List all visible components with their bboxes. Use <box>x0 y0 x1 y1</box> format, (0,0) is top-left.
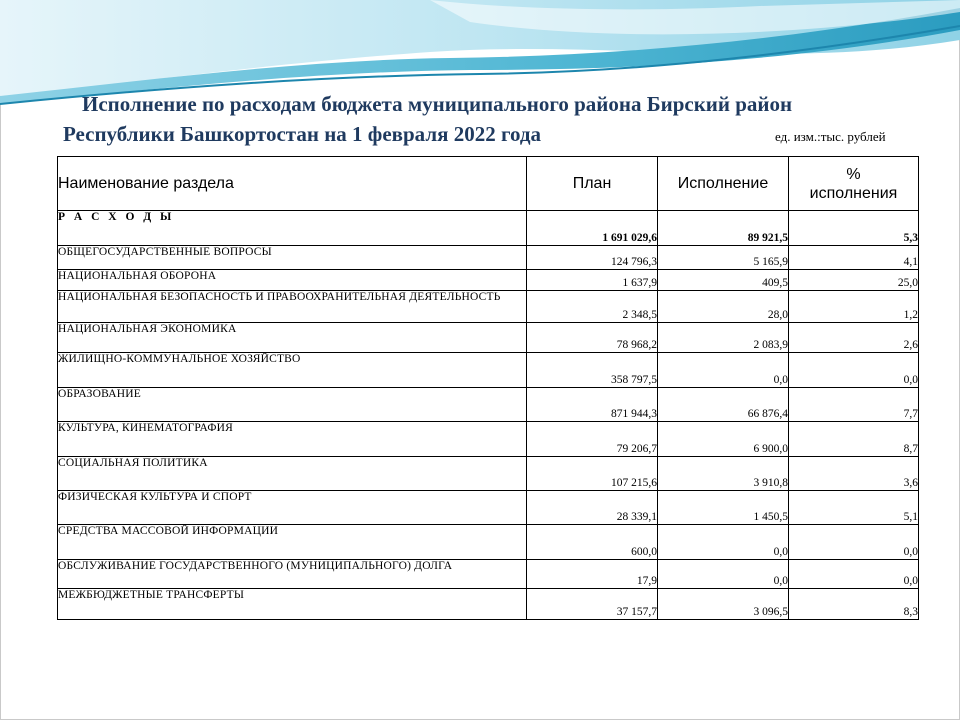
row-execution: 1 450,5 <box>658 491 789 525</box>
row-percent: 0,0 <box>789 525 919 560</box>
row-percent: 3,6 <box>789 457 919 491</box>
table-row <box>58 422 919 457</box>
row-execution: 5 165,9 <box>658 246 789 270</box>
table-row <box>58 388 919 422</box>
row-plan: 124 796,3 <box>527 246 658 270</box>
table-row <box>58 457 919 491</box>
row-name: МЕЖБЮДЖЕТНЫЕ ТРАНСФЕРТЫ <box>58 589 527 620</box>
row-name: НАЦИОНАЛЬНАЯ ЭКОНОМИКА <box>58 323 527 353</box>
row-percent: 5,1 <box>789 491 919 525</box>
row-execution: 0,0 <box>658 353 789 388</box>
row-name: СРЕДСТВА МАССОВОЙ ИНФОРМАЦИИ <box>58 525 527 560</box>
row-plan: 871 944,3 <box>527 388 658 422</box>
row-percent: 0,0 <box>789 560 919 589</box>
row-percent: 8,7 <box>789 422 919 457</box>
header-percent <box>789 157 919 211</box>
table-row <box>58 246 919 270</box>
row-execution: 0,0 <box>658 560 789 589</box>
row-name: ОБЩЕГОСУДАРСТВЕННЫЕ ВОПРОСЫ <box>58 246 527 270</box>
row-plan: 79 206,7 <box>527 422 658 457</box>
row-percent: 2,6 <box>789 323 919 353</box>
row-percent: 8,3 <box>789 589 919 620</box>
row-execution: 66 876,4 <box>658 388 789 422</box>
row-name: ФИЗИЧЕСКАЯ КУЛЬТУРА И СПОРТ <box>58 491 527 525</box>
row-execution: 6 900,0 <box>658 422 789 457</box>
table-row <box>58 353 919 388</box>
row-plan: 600,0 <box>527 525 658 560</box>
table-row <box>58 323 919 353</box>
row-percent: 4,1 <box>789 246 919 270</box>
table-row <box>58 589 919 620</box>
row-name: СОЦИАЛЬНАЯ ПОЛИТИКА <box>58 457 527 491</box>
row-percent: 7,7 <box>789 388 919 422</box>
total-name: Р А С Х О Д Ы <box>58 211 527 246</box>
row-percent: 1,2 <box>789 291 919 323</box>
row-execution: 28,0 <box>658 291 789 323</box>
row-execution: 2 083,9 <box>658 323 789 353</box>
total-row <box>58 211 919 246</box>
budget-table <box>57 156 919 620</box>
header-percent-word: исполнения <box>809 184 898 202</box>
row-plan: 17,9 <box>527 560 658 589</box>
units-note: ед. изм.:тыс. рублей <box>775 129 886 144</box>
row-name: ОБРАЗОВАНИЕ <box>58 388 527 422</box>
header-plan: План <box>527 157 658 211</box>
row-plan: 78 968,2 <box>527 323 658 353</box>
row-plan: 2 348,5 <box>527 291 658 323</box>
total-plan: 1 691 029,6 <box>527 211 658 246</box>
row-plan: 107 215,6 <box>527 457 658 491</box>
row-plan: 358 797,5 <box>527 353 658 388</box>
table-row <box>58 270 919 291</box>
row-name: НАЦИОНАЛЬНАЯ БЕЗОПАСНОСТЬ И ПРАВООХРАНИТЕЛЬНАЯ ДЕЯТЕЛЬНОСТЬ <box>58 291 527 323</box>
row-execution: 0,0 <box>658 525 789 560</box>
header-percent-symbol: % <box>846 165 861 183</box>
total-execution: 89 921,5 <box>658 211 789 246</box>
page-title-line-2: Республики Башкортостан на 1 февраля 2022 года <box>63 122 542 146</box>
row-percent: 0,0 <box>789 353 919 388</box>
row-percent: 25,0 <box>789 270 919 291</box>
header-execution: Исполнение <box>658 157 789 211</box>
row-name: ОБСЛУЖИВАНИЕ ГОСУДАРСТВЕННОГО (МУНИЦИПАЛЬНОГО) ДОЛГА <box>58 560 527 589</box>
row-execution: 3 096,5 <box>658 589 789 620</box>
header-name: Наименование раздела <box>58 157 527 211</box>
row-plan: 28 339,1 <box>527 491 658 525</box>
table-row <box>58 525 919 560</box>
row-plan: 37 157,7 <box>527 589 658 620</box>
total-percent: 5,3 <box>789 211 919 246</box>
table-row <box>58 560 919 589</box>
row-plan: 1 637,9 <box>527 270 658 291</box>
table-header-row <box>58 157 919 211</box>
row-name: НАЦИОНАЛЬНАЯ ОБОРОНА <box>58 270 527 291</box>
row-execution: 409,5 <box>658 270 789 291</box>
row-name: КУЛЬТУРА, КИНЕМАТОГРАФИЯ <box>58 422 527 457</box>
table-row <box>58 291 919 323</box>
row-name: ЖИЛИЩНО-КОММУНАЛЬНОЕ ХОЗЯЙСТВО <box>58 353 527 388</box>
page-title-line-1: Исполнение по расходам бюджета муниципального района Бирский район <box>82 92 793 116</box>
row-execution: 3 910,8 <box>658 457 789 491</box>
table-row <box>58 491 919 525</box>
